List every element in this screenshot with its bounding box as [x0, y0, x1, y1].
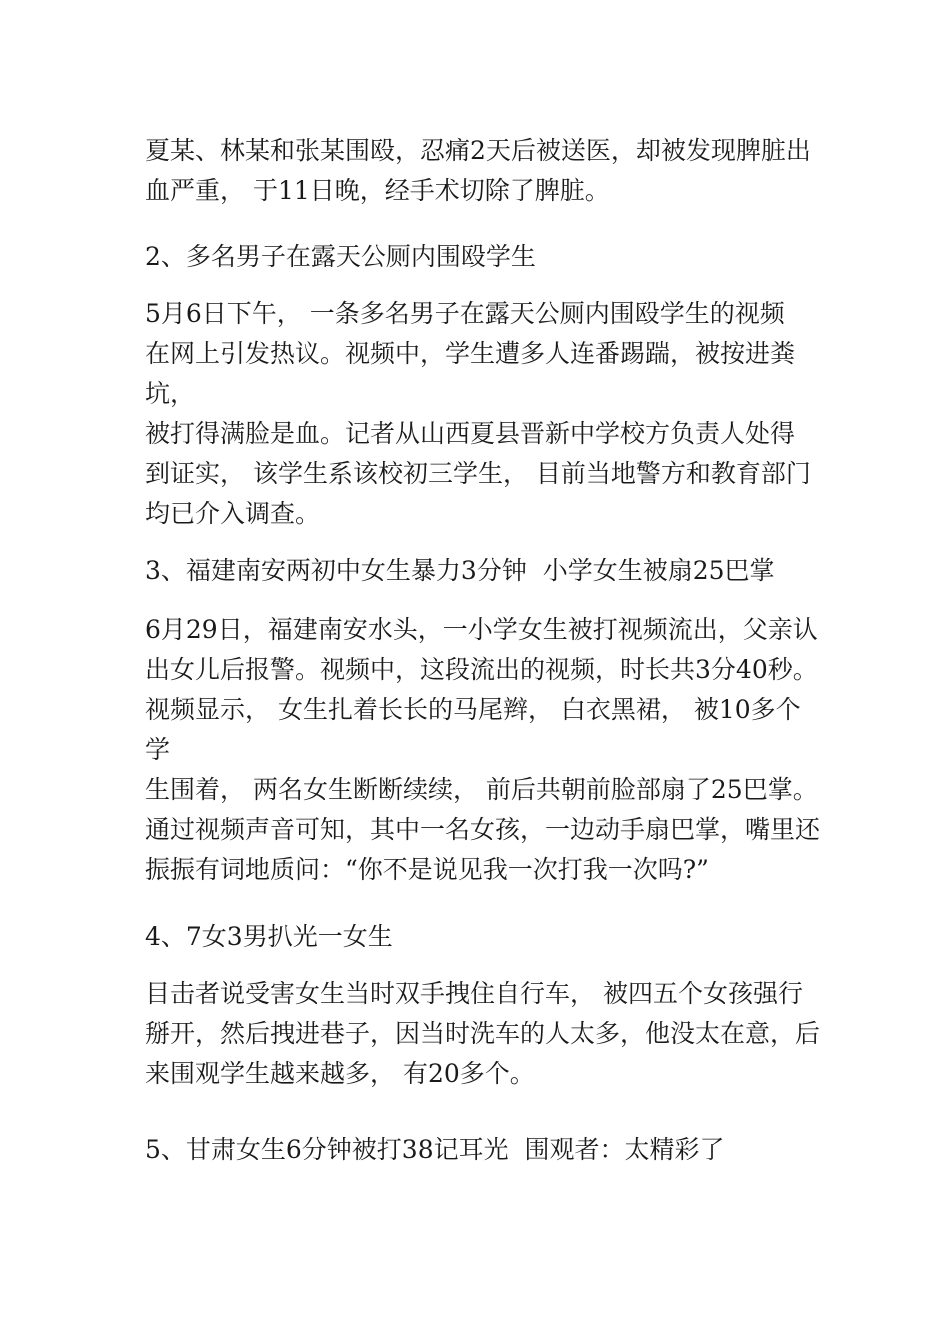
paragraph-4: 目击者说受害女生当时双手拽住自行车， 被四五个女孩强行 掰开，然后拽进巷子，因当时洗车的人太多，他没太在意，后 来围观学生越来越多， 有20多个。 — [145, 979, 821, 1088]
paragraph-1: 夏某、林某和张某围殴，忍痛2天后被送医，却被发现脾脏出 血严重， 于11日晚，经手术切除了脾脏。 — [145, 136, 811, 205]
section-heading-5: 5、甘肃女生6分钟被打38记耳光 围观者：太精彩了 — [145, 1135, 725, 1164]
section-heading-4: 4、7女3男扒光一女生 — [145, 922, 393, 951]
section-heading-3: 3、福建南安两初中女生暴力3分钟 小学女生被扇25巴掌 — [145, 556, 775, 585]
section-heading-2: 2、多名男子在露天公厕内围殴学生 — [145, 242, 536, 271]
paragraph-3: 6月29日，福建南安水头，一小学女生被打视频流出，父亲认 出女儿后报警。视频中，这段流出的视频，时长共3分40秒。 视频显示， 女生扎着长长的马尾辫， 白衣黑裙， 被10多个学 生围着， 两名女生断断续续， 前后共朝前脸部扇了25巴掌。 通过视频声音可知，其中一名女孩，一边动手扇巴掌，嘴里还 振振有词地质问：“你不是说见我一次打我一次吗?” — [145, 615, 821, 884]
paragraph-2: 5月6日下午， 一条多名男子在露天公厕内围殴学生的视频 在网上引发热议。视频中，学生遭多人连番踢踹，被按进粪坑， 被打得满脸是血。记者从山西夏县晋新中学校方负责人处得 到证实， 该学生系该校初三学生， 目前当地警方和教育部门 均已介入调查。 — [145, 299, 811, 528]
